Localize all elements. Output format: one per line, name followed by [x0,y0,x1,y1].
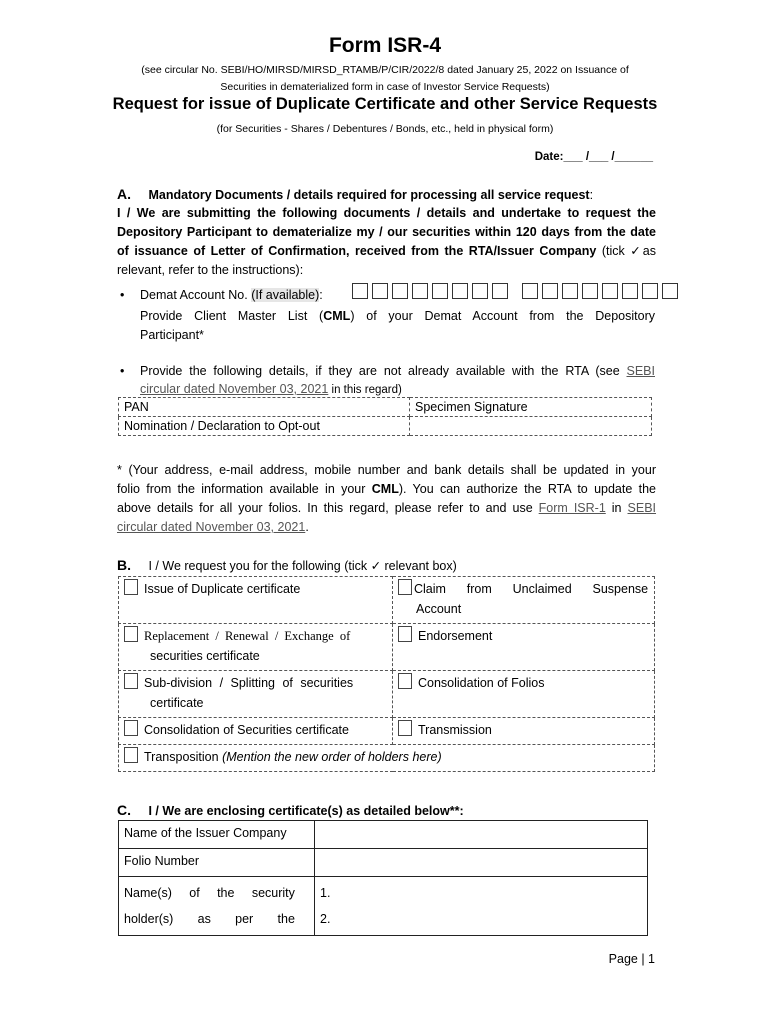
specimen-cell: Specimen Signature [410,398,652,417]
holder-2-number: 2. [320,912,331,926]
note-line-1: * (Your address, e-mail address, mobile number and bank details shall be updated in your [117,463,656,477]
option-consol-folios[interactable] [393,671,655,718]
issuer-value-cell[interactable] [315,821,648,849]
checkbox-icon[interactable] [124,626,138,642]
date-field[interactable] [535,148,653,167]
option-subdivision-label: Sub-division / Splitting of securities [144,676,354,690]
note-line-4 [117,518,309,537]
certificates-table [118,820,648,936]
issuer-label-cell: Name of the Issuer Company [119,821,315,849]
note-2-a: folio from the information available in your [117,482,372,496]
details-table [118,397,652,436]
option-claim-label: Claim from Unclaimed Suspense [414,582,649,596]
demat-label: Demat Account No. [140,288,248,302]
checkbox-icon[interactable] [124,673,138,689]
note-3-a: above details for all your folios. In this regard, please refer to and use [117,501,539,515]
pan-cell: PAN [119,398,410,417]
provide-circular-link[interactable]: circular dated November 03, 2021 [140,382,329,396]
option-transposition-label: Transposition [144,750,219,764]
section-a-para-4: relevant, refer to the instructions): [117,263,304,277]
section-a-heading [117,185,657,205]
cml-text-b: ) of your Demat Account from the Depository [350,309,655,323]
option-consol-securities-label: Consolidation of Securities certificate [144,723,349,737]
section-a-para-3 [117,242,656,261]
option-claim[interactable] [393,577,655,624]
option-replacement[interactable] [119,624,393,671]
form-isr1-link[interactable]: Form ISR-1 [538,501,606,515]
checkbox-icon[interactable] [124,747,138,763]
cml-bold: CML [323,309,351,323]
option-claim-label-2: Account [416,602,462,616]
option-subdivision[interactable] [119,671,393,718]
note-3-in: in [605,501,628,515]
form-heading: Request for issue of Duplicate Certificate and other Service Requests [112,95,658,113]
option-endorsement[interactable] [393,624,655,671]
section-a-letter: A. [117,186,131,202]
section-c-letter: C. [117,802,131,818]
bullet-1: • [120,288,125,302]
checkbox-icon[interactable] [398,673,412,689]
section-a-para-3-rest: (tick ✓as [601,244,657,258]
folio-label-cell: Folio Number [119,849,315,877]
option-transposition[interactable] [119,745,655,772]
option-replacement-label: Replacement / Renewal / Exchange of [144,629,351,643]
option-transposition-note: (Mention the new order of holders here) [222,750,442,764]
note-line-3 [117,499,656,518]
checkbox-icon[interactable] [398,720,412,736]
option-endorsement-label: Endorsement [418,629,493,643]
checkbox-icon[interactable] [124,579,138,595]
note-2-bold: CML [371,482,399,496]
section-a-para-2: Depository Participant to dematerialize my / our securities within 120 days from the date [117,225,656,239]
option-consol-securities[interactable] [119,718,393,745]
section-a-title: Mandatory Documents / details required for processing all service request [148,188,590,202]
holders-label-2: holder(s) as per the [124,912,295,926]
section-a-para-1: I / We are submitting the following documents / details and undertake to request the [117,206,656,220]
option-replacement-label-2: securities certificate [150,649,260,663]
bullet-2: • [120,364,125,378]
checkbox-icon[interactable] [124,720,138,736]
section-a-colon: : [589,188,594,202]
holders-label-cell [119,877,315,936]
option-subdivision-label-2: certificate [150,696,204,710]
folio-value-cell[interactable] [315,849,648,877]
provide-sebi-link[interactable]: SEBI [626,364,655,378]
circular-line-2: Securities in dematerialized form in case of Investor Service Requests) [220,81,550,93]
date-label: Date: [534,151,564,163]
option-duplicate[interactable] [119,577,393,624]
section-b-letter: B. [117,557,131,573]
option-transmission[interactable] [393,718,655,745]
provide-text: Provide the following details, if they are not already available with the RTA (see [140,364,620,378]
section-c-heading [117,801,464,821]
note-period: . [305,520,309,534]
demat-account-boxes[interactable] [352,283,682,302]
form-title: Form ISR-4 [328,34,441,57]
option-transmission-label: Transmission [418,723,492,737]
cml-line-2: Participant* [140,328,204,342]
section-b-heading [117,556,457,576]
provide-regard: in this regard) [328,384,402,396]
checkbox-icon[interactable] [398,579,412,595]
provide-line-1 [140,362,655,381]
demat-if-available: (If available) [251,288,320,302]
demat-colon: : [319,288,323,302]
note-circular-link[interactable]: circular dated November 03, 2021 [117,520,306,534]
holders-label-1: Name(s) of the security [124,886,295,900]
service-request-table [118,576,655,772]
nomination-blank-cell[interactable] [410,417,652,436]
checkbox-icon[interactable] [398,626,412,642]
option-duplicate-label: Issue of Duplicate certificate [144,582,301,596]
for-securities-line: (for Securities - Shares / Debentures / Bonds, etc., held in physical form) [216,123,554,135]
demat-label-row [140,286,323,305]
cml-line-1 [140,307,655,326]
note-2-b: ). You can authorize the RTA to update the [398,482,656,496]
option-consol-folios-label: Consolidation of Folios [418,676,545,690]
date-blank: ___ /___ /______ [563,151,653,163]
circular-line-1: (see circular No. SEBI/HO/MIRSD/MIRSD_RTAMB/P/CIR/2022/8 dated January 25, 2022 on Issuance of [141,64,629,76]
note-sebi-link[interactable]: SEBI [627,501,657,515]
section-c-title: I / We are enclosing certificate(s) as detailed below**: [148,804,464,818]
section-a-para-3-bold: of issuance of Letter of Confirmation, received from the RTA/Issuer Company [117,244,597,258]
section-b-title: I / We request you for the following (tick ✓ relevant box) [148,559,457,573]
note-line-2 [117,480,656,499]
nomination-cell: Nomination / Declaration to Opt-out [119,417,410,436]
holder-1-number: 1. [320,886,331,900]
cml-text-a: Provide Client Master List ( [140,309,324,323]
page-number: Page | 1 [608,952,655,966]
holders-value-cell[interactable] [315,877,648,936]
